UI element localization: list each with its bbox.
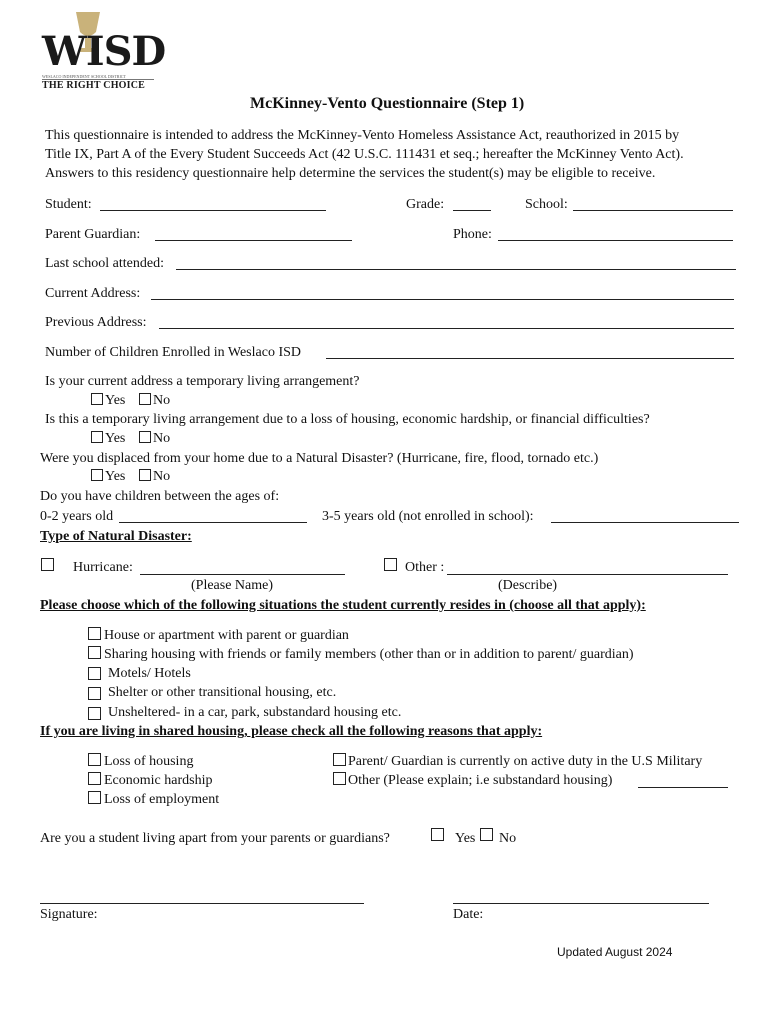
logo-letters: WISD bbox=[42, 28, 166, 75]
reason-label-employment: Loss of employment bbox=[104, 792, 220, 807]
q3-no-label: No bbox=[153, 469, 171, 484]
living-apart-question: Are you a student living apart from your parents or guardians? bbox=[40, 831, 390, 846]
other-disaster-hint: (Describe) bbox=[498, 578, 558, 593]
situation-label-house: House or apartment with parent or guardian bbox=[104, 628, 349, 643]
signature-line[interactable] bbox=[40, 903, 364, 904]
reason-checkbox-employment[interactable] bbox=[88, 791, 101, 804]
grade-field[interactable] bbox=[453, 210, 491, 211]
q3-no-checkbox[interactable] bbox=[139, 469, 151, 481]
apart-yes-checkbox[interactable] bbox=[431, 828, 444, 841]
age-0-2-label: 0-2 years old bbox=[40, 509, 114, 524]
intro-line-1: This questionnaire is intended to address the McKinney-Vento Homeless Assistance Act, reauthorized in 2015 by bbox=[45, 128, 680, 143]
hurricane-hint: (Please Name) bbox=[191, 578, 274, 593]
q1-no-checkbox[interactable] bbox=[139, 393, 151, 405]
previous-address-field[interactable] bbox=[159, 328, 734, 329]
age-3-5-field[interactable] bbox=[551, 522, 739, 523]
last-school-field[interactable] bbox=[176, 269, 736, 270]
intro-line-2: Title IX, Part A of the Every Student Succeeds Act (42 U.S.C. 111431 et seq.; hereafter the McKinney Vento Act). bbox=[45, 147, 684, 162]
reason-checkbox-military[interactable] bbox=[333, 753, 346, 766]
school-field[interactable] bbox=[573, 210, 733, 211]
hurricane-checkbox[interactable] bbox=[41, 558, 54, 571]
other-disaster-label: Other : bbox=[405, 560, 445, 575]
other-disaster-checkbox[interactable] bbox=[384, 558, 397, 571]
age-0-2-field[interactable] bbox=[119, 522, 307, 523]
current-address-label: Current Address: bbox=[45, 286, 141, 301]
student-label: Student: bbox=[45, 197, 92, 212]
intro-line-3: Answers to this residency questionnaire help determine the services the student(s) may be eligible to receive. bbox=[45, 166, 656, 181]
logo-district-name: WESLACO INDEPENDENT SCHOOL DISTRICT bbox=[42, 74, 126, 79]
reason-label-loss-housing: Loss of housing bbox=[104, 754, 194, 769]
situation-label-sharing: Sharing housing with friends or family members (other than or in addition to parent/ guardian) bbox=[104, 647, 634, 662]
q2-yes-label: Yes bbox=[105, 431, 126, 446]
children-enrolled-label: Number of Children Enrolled in Weslaco ISD bbox=[45, 345, 302, 360]
situation-checkbox-motels[interactable] bbox=[88, 667, 101, 680]
district-logo bbox=[40, 10, 166, 91]
current-address-field[interactable] bbox=[151, 299, 734, 300]
date-line[interactable] bbox=[453, 903, 709, 904]
grade-label: Grade: bbox=[406, 197, 445, 212]
situation-checkbox-house[interactable] bbox=[88, 627, 101, 640]
student-field[interactable] bbox=[100, 210, 326, 211]
situations-heading: Please choose which of the following situations the student currently resides in (choose all that apply): bbox=[40, 598, 646, 613]
hurricane-name-field[interactable] bbox=[140, 574, 345, 575]
reason-checkbox-economic[interactable] bbox=[88, 772, 101, 785]
q1-yes-label: Yes bbox=[105, 393, 126, 408]
situation-checkbox-unsheltered[interactable] bbox=[88, 707, 101, 720]
apart-no-checkbox[interactable] bbox=[480, 828, 493, 841]
children-enrolled-field[interactable] bbox=[326, 358, 734, 359]
q2-no-checkbox[interactable] bbox=[139, 431, 151, 443]
signature-label: Signature: bbox=[40, 907, 98, 922]
school-label: School: bbox=[525, 197, 568, 212]
situation-label-shelter: Shelter or other transitional housing, etc. bbox=[108, 685, 337, 700]
last-school-label: Last school attended: bbox=[45, 256, 164, 271]
q3-yes-label: Yes bbox=[105, 469, 126, 484]
age-3-5-label: 3-5 years old (not enrolled in school): bbox=[322, 509, 534, 524]
reason-checkbox-loss-housing[interactable] bbox=[88, 753, 101, 766]
reason-label-other: Other (Please explain; i.e substandard housing) bbox=[348, 773, 613, 788]
question-temporary-arrangement: Is your current address a temporary living arrangement? bbox=[45, 374, 360, 389]
apart-no-label: No bbox=[499, 831, 517, 846]
reason-label-economic: Economic hardship bbox=[104, 773, 213, 788]
apart-yes-label: Yes bbox=[455, 831, 476, 846]
reason-label-military: Parent/ Guardian is currently on active duty in the U.S Military bbox=[348, 754, 703, 769]
situation-label-unsheltered: Unsheltered- in a car, park, substandard housing etc. bbox=[108, 705, 402, 720]
previous-address-label: Previous Address: bbox=[45, 315, 147, 330]
phone-field[interactable] bbox=[498, 240, 733, 241]
date-label: Date: bbox=[453, 907, 484, 922]
q2-no-label: No bbox=[153, 431, 171, 446]
hurricane-label: Hurricane: bbox=[73, 560, 133, 575]
q1-yes-checkbox[interactable] bbox=[91, 393, 103, 405]
situation-checkbox-sharing[interactable] bbox=[88, 646, 101, 659]
phone-label: Phone: bbox=[453, 227, 492, 242]
q1-no-label: No bbox=[153, 393, 171, 408]
situation-label-motels: Motels/ Hotels bbox=[108, 666, 191, 681]
logo-tagline: THE RIGHT CHOICE bbox=[42, 80, 146, 91]
q3-yes-checkbox[interactable] bbox=[91, 469, 103, 481]
children-ages-label: Do you have children between the ages of: bbox=[40, 489, 280, 504]
disaster-heading: Type of Natural Disaster: bbox=[40, 529, 192, 544]
shared-housing-heading: If you are living in shared housing, please check all the following reasons that apply: bbox=[40, 724, 543, 739]
parent-label: Parent Guardian: bbox=[45, 227, 141, 242]
situation-checkbox-shelter[interactable] bbox=[88, 687, 101, 700]
other-disaster-field[interactable] bbox=[447, 574, 728, 575]
page-title: McKinney-Vento Questionnaire (Step 1) bbox=[250, 95, 525, 112]
question-natural-disaster: Were you displaced from your home due to a Natural Disaster? (Hurricane, fire, flood, tornado etc.) bbox=[40, 451, 599, 466]
reason-checkbox-other[interactable] bbox=[333, 772, 346, 785]
parent-field[interactable] bbox=[155, 240, 352, 241]
question-loss-of-housing: Is this a temporary living arrangement due to a loss of housing, economic hardship, or financial difficulties? bbox=[45, 412, 650, 427]
updated-date: Updated August 2024 bbox=[557, 945, 673, 959]
reason-other-field[interactable] bbox=[638, 787, 728, 788]
q2-yes-checkbox[interactable] bbox=[91, 431, 103, 443]
